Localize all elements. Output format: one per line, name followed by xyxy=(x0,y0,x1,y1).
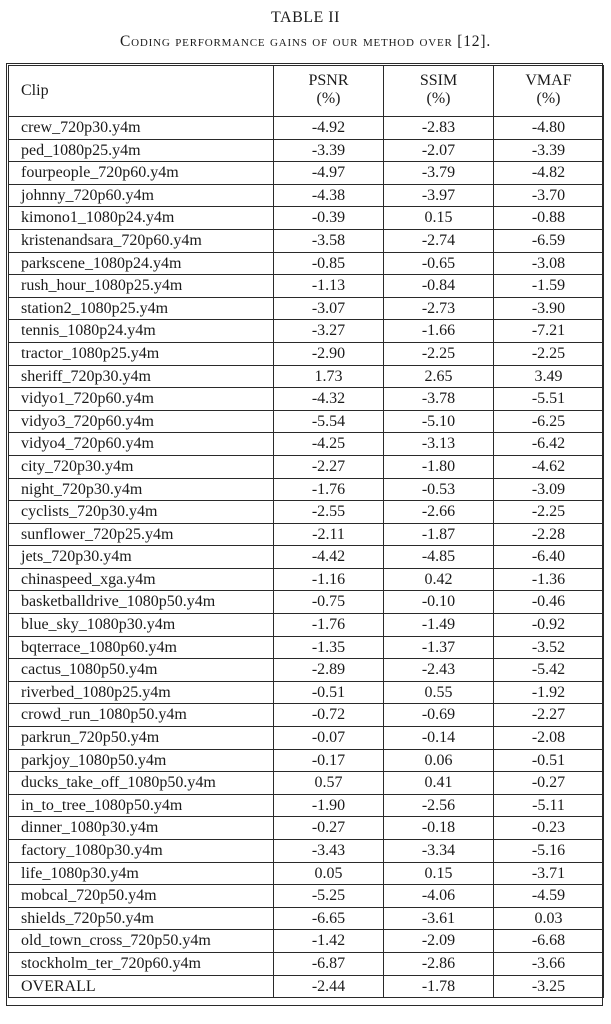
vmaf-cell: -7.21 xyxy=(494,320,604,343)
vmaf-cell: -5.51 xyxy=(494,388,604,411)
psnr-cell: -0.07 xyxy=(274,727,384,750)
table-row xyxy=(9,501,604,524)
psnr-cell: -4.38 xyxy=(274,184,384,207)
vmaf-cell: -2.28 xyxy=(494,523,604,546)
psnr-cell: -3.58 xyxy=(274,229,384,252)
vmaf-cell: -3.52 xyxy=(494,636,604,659)
ssim-cell: -1.87 xyxy=(384,523,494,546)
vmaf-cell: -4.80 xyxy=(494,117,604,140)
vmaf-cell: -3.71 xyxy=(494,862,604,885)
clip-cell: vidyo4_720p60.y4m xyxy=(9,433,274,456)
ssim-cell: -0.65 xyxy=(384,252,494,275)
psnr-cell: -4.92 xyxy=(274,117,384,140)
ssim-cell: 0.55 xyxy=(384,681,494,704)
vmaf-cell: -5.11 xyxy=(494,794,604,817)
psnr-cell: -2.90 xyxy=(274,342,384,365)
vmaf-cell: -2.25 xyxy=(494,501,604,524)
psnr-cell: -4.32 xyxy=(274,388,384,411)
psnr-cell: -2.44 xyxy=(274,975,384,998)
table-row xyxy=(9,184,604,207)
ssim-cell: -2.43 xyxy=(384,659,494,682)
table-row xyxy=(9,975,604,998)
ssim-cell: -2.09 xyxy=(384,930,494,953)
clip-cell: stockholm_ter_720p60.y4m xyxy=(9,952,274,975)
table-row xyxy=(9,772,604,795)
vmaf-cell: -6.42 xyxy=(494,433,604,456)
clip-cell: vidyo3_720p60.y4m xyxy=(9,410,274,433)
clip-cell: johnny_720p60.y4m xyxy=(9,184,274,207)
clip-cell: tennis_1080p24.y4m xyxy=(9,320,274,343)
psnr-cell: -1.35 xyxy=(274,636,384,659)
clip-cell: cactus_1080p50.y4m xyxy=(9,659,274,682)
table-row xyxy=(9,840,604,863)
table-row xyxy=(9,275,604,298)
table-row xyxy=(9,885,604,908)
psnr-cell: -4.25 xyxy=(274,433,384,456)
ssim-cell: -2.83 xyxy=(384,117,494,140)
psnr-cell: -5.54 xyxy=(274,410,384,433)
ssim-cell: -2.74 xyxy=(384,229,494,252)
clip-cell: blue_sky_1080p30.y4m xyxy=(9,614,274,637)
header-clip: Clip xyxy=(9,66,274,117)
vmaf-cell: -0.51 xyxy=(494,749,604,772)
vmaf-cell: -3.90 xyxy=(494,297,604,320)
clip-cell: mobcal_720p50.y4m xyxy=(9,885,274,908)
psnr-cell: -0.75 xyxy=(274,591,384,614)
ssim-cell: -2.07 xyxy=(384,139,494,162)
vmaf-cell: -4.59 xyxy=(494,885,604,908)
ssim-cell: 0.41 xyxy=(384,772,494,795)
table-row xyxy=(9,614,604,637)
psnr-cell: -1.76 xyxy=(274,614,384,637)
clip-cell: sheriff_720p30.y4m xyxy=(9,365,274,388)
table-row xyxy=(9,139,604,162)
vmaf-cell: -0.46 xyxy=(494,591,604,614)
ssim-cell: -3.34 xyxy=(384,840,494,863)
table-label: TABLE II xyxy=(271,9,340,26)
clip-cell: ped_1080p25.y4m xyxy=(9,139,274,162)
psnr-cell: 0.05 xyxy=(274,862,384,885)
psnr-cell: -1.16 xyxy=(274,568,384,591)
clip-cell: fourpeople_720p60.y4m xyxy=(9,162,274,185)
ssim-cell: -5.10 xyxy=(384,410,494,433)
ssim-cell: -0.18 xyxy=(384,817,494,840)
vmaf-cell: -1.92 xyxy=(494,681,604,704)
ssim-cell: -1.66 xyxy=(384,320,494,343)
psnr-cell: -0.85 xyxy=(274,252,384,275)
table-row xyxy=(9,478,604,501)
clip-cell: cyclists_720p30.y4m xyxy=(9,501,274,524)
vmaf-cell: -2.25 xyxy=(494,342,604,365)
ssim-cell: 0.15 xyxy=(384,207,494,230)
table-row xyxy=(9,388,604,411)
table-row xyxy=(9,727,604,750)
ssim-cell: 0.15 xyxy=(384,862,494,885)
psnr-cell: -0.72 xyxy=(274,704,384,727)
header-vmaf xyxy=(494,66,604,117)
ssim-cell: -1.49 xyxy=(384,614,494,637)
table-row xyxy=(9,659,604,682)
psnr-cell: -2.89 xyxy=(274,659,384,682)
table-row xyxy=(9,907,604,930)
table-row xyxy=(9,229,604,252)
vmaf-cell: -5.16 xyxy=(494,840,604,863)
clip-cell: basketballdrive_1080p50.y4m xyxy=(9,591,274,614)
table-row xyxy=(9,952,604,975)
clip-cell: old_town_cross_720p50.y4m xyxy=(9,930,274,953)
vmaf-cell: -0.23 xyxy=(494,817,604,840)
psnr-cell: -4.42 xyxy=(274,546,384,569)
table-row xyxy=(9,252,604,275)
ssim-cell: -3.13 xyxy=(384,433,494,456)
vmaf-cell: 3.49 xyxy=(494,365,604,388)
psnr-cell: -6.87 xyxy=(274,952,384,975)
vmaf-cell: -6.25 xyxy=(494,410,604,433)
psnr-cell: -1.42 xyxy=(274,930,384,953)
psnr-cell: -0.51 xyxy=(274,681,384,704)
clip-cell: chinaspeed_xga.y4m xyxy=(9,568,274,591)
clip-cell: tractor_1080p25.y4m xyxy=(9,342,274,365)
clip-cell: city_720p30.y4m xyxy=(9,455,274,478)
clip-cell: crew_720p30.y4m xyxy=(9,117,274,140)
table-row xyxy=(9,523,604,546)
clip-cell: factory_1080p30.y4m xyxy=(9,840,274,863)
vmaf-cell: -0.27 xyxy=(494,772,604,795)
clip-cell: parkjoy_1080p50.y4m xyxy=(9,749,274,772)
vmaf-cell: -5.42 xyxy=(494,659,604,682)
psnr-cell: 0.57 xyxy=(274,772,384,795)
psnr-cell: -4.97 xyxy=(274,162,384,185)
vmaf-cell: -1.59 xyxy=(494,275,604,298)
ssim-cell: -0.10 xyxy=(384,591,494,614)
ssim-cell: -1.78 xyxy=(384,975,494,998)
psnr-cell: -3.43 xyxy=(274,840,384,863)
psnr-cell: -0.27 xyxy=(274,817,384,840)
table-row xyxy=(9,207,604,230)
ssim-cell: -0.53 xyxy=(384,478,494,501)
ssim-cell: -2.56 xyxy=(384,794,494,817)
psnr-cell: -2.11 xyxy=(274,523,384,546)
table-row xyxy=(9,930,604,953)
psnr-cell: -0.17 xyxy=(274,749,384,772)
ssim-cell: 2.65 xyxy=(384,365,494,388)
table-row xyxy=(9,546,604,569)
ssim-cell: -3.78 xyxy=(384,388,494,411)
table-row xyxy=(9,117,604,140)
header-psnr-unit: (%) xyxy=(316,90,341,107)
clip-cell: vidyo1_720p60.y4m xyxy=(9,388,274,411)
psnr-cell: -0.39 xyxy=(274,207,384,230)
clip-cell: kristenandsara_720p60.y4m xyxy=(9,229,274,252)
ssim-cell: -2.66 xyxy=(384,501,494,524)
ssim-cell: -1.80 xyxy=(384,455,494,478)
ssim-cell: -3.61 xyxy=(384,907,494,930)
table-row xyxy=(9,365,604,388)
vmaf-cell: -6.40 xyxy=(494,546,604,569)
header-psnr-label: PSNR xyxy=(308,72,349,89)
clip-cell: night_720p30.y4m xyxy=(9,478,274,501)
table-row xyxy=(9,410,604,433)
results-table xyxy=(8,65,604,998)
header-ssim xyxy=(384,66,494,117)
header-ssim-unit: (%) xyxy=(426,90,451,107)
header-vmaf-unit: (%) xyxy=(536,90,561,107)
clip-cell: life_1080p30.y4m xyxy=(9,862,274,885)
clip-cell: crowd_run_1080p50.y4m xyxy=(9,704,274,727)
ssim-cell: -1.37 xyxy=(384,636,494,659)
psnr-cell: -6.65 xyxy=(274,907,384,930)
psnr-cell: -3.39 xyxy=(274,139,384,162)
table-row xyxy=(9,749,604,772)
psnr-cell: -1.13 xyxy=(274,275,384,298)
header-psnr xyxy=(274,66,384,117)
vmaf-cell: -1.36 xyxy=(494,568,604,591)
table-row xyxy=(9,342,604,365)
vmaf-cell: -6.59 xyxy=(494,229,604,252)
vmaf-cell: -3.25 xyxy=(494,975,604,998)
table-row xyxy=(9,455,604,478)
psnr-cell: -5.25 xyxy=(274,885,384,908)
ssim-cell: -0.14 xyxy=(384,727,494,750)
table-row xyxy=(9,636,604,659)
vmaf-cell: -0.88 xyxy=(494,207,604,230)
vmaf-cell: 0.03 xyxy=(494,907,604,930)
clip-cell: bqterrace_1080p60.y4m xyxy=(9,636,274,659)
clip-cell: jets_720p30.y4m xyxy=(9,546,274,569)
clip-cell: dinner_1080p30.y4m xyxy=(9,817,274,840)
clip-cell: ducks_take_off_1080p50.y4m xyxy=(9,772,274,795)
ssim-cell: -0.84 xyxy=(384,275,494,298)
table-row xyxy=(9,433,604,456)
table-row xyxy=(9,297,604,320)
clip-cell: rush_hour_1080p25.y4m xyxy=(9,275,274,298)
header-vmaf-label: VMAF xyxy=(525,72,572,89)
vmaf-cell: -3.39 xyxy=(494,139,604,162)
psnr-cell: -2.27 xyxy=(274,455,384,478)
vmaf-cell: -2.08 xyxy=(494,727,604,750)
table-row xyxy=(9,591,604,614)
psnr-cell: -3.07 xyxy=(274,297,384,320)
vmaf-cell: -3.66 xyxy=(494,952,604,975)
clip-cell: sunflower_720p25.y4m xyxy=(9,523,274,546)
ssim-cell: 0.06 xyxy=(384,749,494,772)
vmaf-cell: -3.09 xyxy=(494,478,604,501)
ssim-cell: -0.69 xyxy=(384,704,494,727)
ssim-cell: -2.25 xyxy=(384,342,494,365)
psnr-cell: -1.76 xyxy=(274,478,384,501)
table-body xyxy=(9,117,604,998)
psnr-cell: -3.27 xyxy=(274,320,384,343)
table-row xyxy=(9,568,604,591)
table-row xyxy=(9,162,604,185)
table-row xyxy=(9,794,604,817)
vmaf-cell: -3.70 xyxy=(494,184,604,207)
clip-cell: shields_720p50.y4m xyxy=(9,907,274,930)
clip-cell: OVERALL xyxy=(9,975,274,998)
vmaf-cell: -4.82 xyxy=(494,162,604,185)
ssim-cell: -2.73 xyxy=(384,297,494,320)
clip-cell: kimono1_1080p24.y4m xyxy=(9,207,274,230)
psnr-cell: 1.73 xyxy=(274,365,384,388)
table-caption: Coding performance gains of our method over [12]. xyxy=(120,33,491,50)
ssim-cell: -4.06 xyxy=(384,885,494,908)
vmaf-cell: -0.92 xyxy=(494,614,604,637)
vmaf-cell: -2.27 xyxy=(494,704,604,727)
table-row xyxy=(9,704,604,727)
vmaf-cell: -6.68 xyxy=(494,930,604,953)
clip-cell: station2_1080p25.y4m xyxy=(9,297,274,320)
clip-cell: parkscene_1080p24.y4m xyxy=(9,252,274,275)
header-ssim-label: SSIM xyxy=(419,72,458,89)
clip-cell: riverbed_1080p25.y4m xyxy=(9,681,274,704)
psnr-cell: -1.90 xyxy=(274,794,384,817)
ssim-cell: -2.86 xyxy=(384,952,494,975)
clip-cell: parkrun_720p50.y4m xyxy=(9,727,274,750)
ssim-cell: 0.42 xyxy=(384,568,494,591)
table-row xyxy=(9,320,604,343)
ssim-cell: -3.97 xyxy=(384,184,494,207)
vmaf-cell: -4.62 xyxy=(494,455,604,478)
table-row xyxy=(9,862,604,885)
ssim-cell: -4.85 xyxy=(384,546,494,569)
psnr-cell: -2.55 xyxy=(274,501,384,524)
table-row xyxy=(9,681,604,704)
clip-cell: in_to_tree_1080p50.y4m xyxy=(9,794,274,817)
table-row xyxy=(9,817,604,840)
ssim-cell: -3.79 xyxy=(384,162,494,185)
table-header-row xyxy=(9,66,604,117)
vmaf-cell: -3.08 xyxy=(494,252,604,275)
